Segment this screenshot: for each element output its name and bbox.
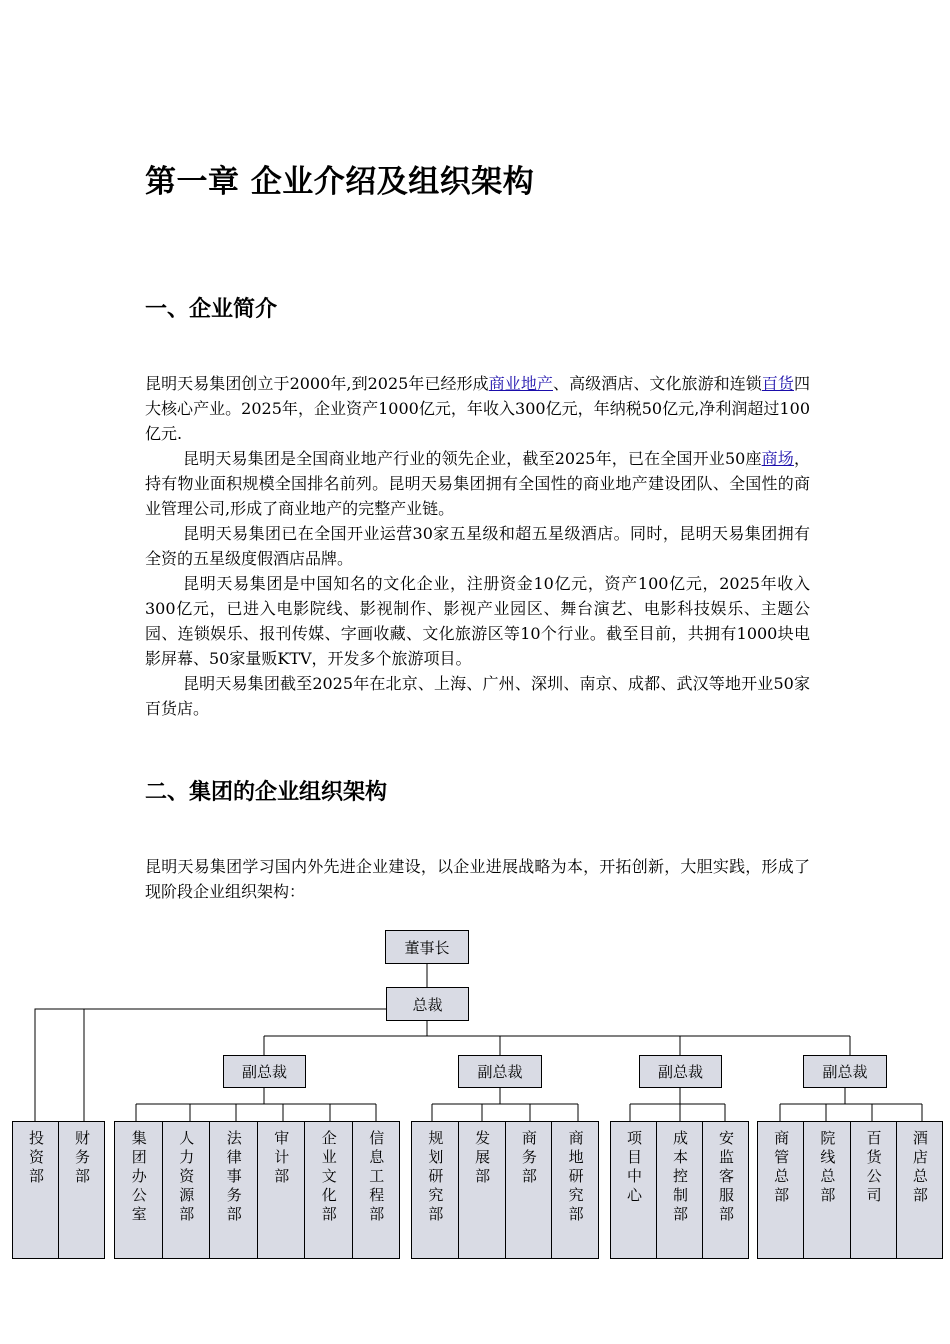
org-dept xyxy=(258,1122,306,1258)
org-dept-label: 商地研究部 xyxy=(566,1130,585,1225)
org-dept-label: 审计部 xyxy=(272,1130,291,1187)
link-shopping-mall[interactable]: 商场 xyxy=(761,449,794,468)
intro-paragraph-3: 昆明天易集团已在全国开业运营30家五星级和超五星级酒店。同时，昆明天易集团拥有全资的五星级度假酒店品牌。 xyxy=(145,524,810,568)
org-dept-label: 发展部 xyxy=(473,1130,492,1187)
org-dept xyxy=(758,1122,804,1258)
org-dept xyxy=(552,1122,598,1258)
org-dept xyxy=(305,1122,353,1258)
org-dept xyxy=(611,1122,657,1258)
org-dept-label: 成本控制部 xyxy=(671,1130,689,1225)
org-dept-group-4 xyxy=(757,1121,943,1259)
text-run: 、高级酒店、文化旅游和连锁 xyxy=(553,374,762,393)
org-dept-label: 集团办公室 xyxy=(129,1130,148,1225)
org-dept xyxy=(657,1122,703,1258)
org-dept-label: 投资部 xyxy=(27,1130,45,1187)
org-dept-label: 酒店总部 xyxy=(910,1130,929,1206)
section-heading-intro: 一、企业简介 xyxy=(145,297,278,322)
org-dept-group-1 xyxy=(114,1121,400,1259)
org-dept xyxy=(59,1122,104,1258)
chapter-title: 第一章 企业介绍及组织架构 xyxy=(145,164,535,200)
org-dept-group-2 xyxy=(411,1121,599,1259)
text-run: 四大核心产业。2025年，企业资产1000亿元，年收入300亿元，年纳税50亿元,净利润超过100亿元. xyxy=(145,374,810,443)
org-intro-paragraph: 昆明天易集团学习国内外先进企业建设，以企业进展战略为本，开拓创新，大胆实践，形成了现阶段企业组织架构： xyxy=(145,857,810,901)
org-node-vp: 副总裁 xyxy=(639,1055,722,1088)
org-dept xyxy=(412,1122,459,1258)
org-node-chairman: 董事长 xyxy=(385,930,469,964)
org-dept-label: 百货公司 xyxy=(864,1130,883,1206)
org-dept-label: 法律事务部 xyxy=(224,1130,243,1225)
org-dept xyxy=(804,1122,850,1258)
org-dept xyxy=(353,1122,400,1258)
org-dept-label: 项目中心 xyxy=(625,1130,643,1206)
org-dept-label: 规划研究部 xyxy=(426,1130,445,1225)
link-commercial-real-estate[interactable]: 商业地产 xyxy=(488,374,553,393)
text-run: 昆明天易集团是全国商业地产行业的领先企业，截至2025年，已在全国开业50座 xyxy=(183,449,762,468)
org-node-vp: 副总裁 xyxy=(803,1055,887,1088)
org-dept-group-direct xyxy=(12,1121,105,1259)
section-heading-org: 二、集团的企业组织架构 xyxy=(145,780,388,805)
text-run: 昆明天易集团创立于2000年,到2025年已经形成 xyxy=(145,374,489,393)
org-dept-label: 财务部 xyxy=(73,1130,91,1187)
intro-paragraph-4: 昆明天易集团是中国知名的文化企业，注册资金10亿元，资产100亿元，2025年收入300亿元，已进入电影院线、影视制作、影视产业园区、舞台演艺、电影科技娱乐、主题公园、连锁娱乐、报刊传媒、字画收藏、文化旅游区等10个行业。截至目前，共拥有1000块电影屏幕、50家量贩KTV，开发多个旅游项目。 xyxy=(145,574,810,668)
text-run: ，持有物业面积规模全国排名前列。昆明天易集团拥有全国性的商业地产建设团队、全国性的商业管理公司,形成了商业地产的完整产业链。 xyxy=(145,449,810,518)
org-dept xyxy=(13,1122,59,1258)
org-node-vp: 副总裁 xyxy=(223,1055,306,1088)
org-dept-label: 院线总部 xyxy=(818,1130,837,1206)
org-dept-label: 商务部 xyxy=(519,1130,538,1187)
org-dept-group-3 xyxy=(610,1121,749,1259)
org-dept xyxy=(703,1122,748,1258)
org-dept xyxy=(897,1122,942,1258)
org-dept xyxy=(459,1122,506,1258)
link-department-store[interactable]: 百货 xyxy=(761,374,794,393)
org-dept xyxy=(163,1122,211,1258)
org-dept xyxy=(210,1122,258,1258)
org-node-vp: 副总裁 xyxy=(458,1055,542,1088)
intro-paragraph-5: 昆明天易集团截至2025年在北京、上海、广州、深圳、南京、成都、武汉等地开业50家百货店。 xyxy=(145,674,810,718)
org-dept-label: 企业文化部 xyxy=(319,1130,338,1225)
org-dept xyxy=(506,1122,553,1258)
org-node-president: 总裁 xyxy=(386,987,469,1021)
org-dept-label: 信息工程部 xyxy=(367,1130,386,1225)
org-dept xyxy=(851,1122,897,1258)
org-dept-label: 人力资源部 xyxy=(177,1130,196,1225)
org-dept-label: 安监客服部 xyxy=(717,1130,735,1225)
org-dept xyxy=(115,1122,163,1258)
org-dept-label: 商管总部 xyxy=(772,1130,791,1206)
